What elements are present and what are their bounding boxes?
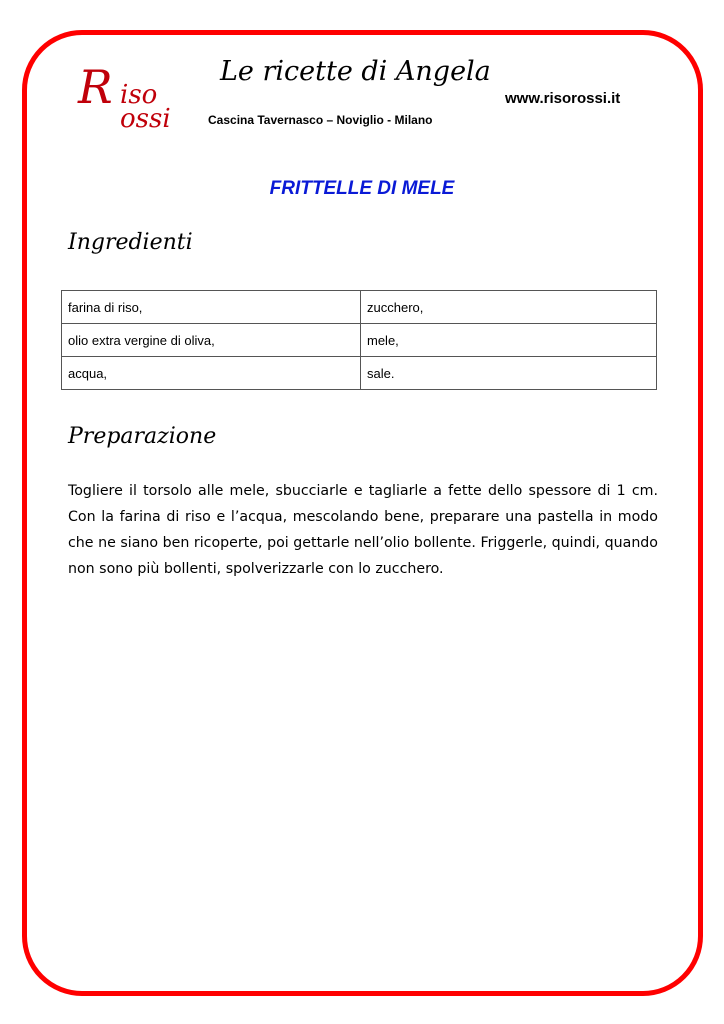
farm-address: Cascina Tavernasco – Noviglio - Milano bbox=[208, 113, 433, 127]
site-title: Le ricette di Angela bbox=[220, 56, 491, 87]
ingredient-cell: acqua, bbox=[62, 357, 361, 390]
table-row bbox=[62, 291, 657, 324]
ingredients-table bbox=[61, 290, 657, 390]
ingredient-cell: sale. bbox=[361, 357, 657, 390]
riso-rossi-logo bbox=[78, 60, 188, 134]
table-row bbox=[62, 357, 657, 390]
website-link[interactable]: www.risorossi.it bbox=[505, 90, 621, 107]
ingredient-cell: mele, bbox=[361, 324, 657, 357]
logo-letter-r: R bbox=[78, 60, 113, 114]
table-row bbox=[62, 324, 657, 357]
ingredient-cell: zucchero, bbox=[361, 291, 657, 324]
recipe-title: FRITTELLE DI MELE bbox=[269, 178, 455, 199]
ingredient-cell: olio extra vergine di oliva, bbox=[62, 324, 361, 357]
ingredients-heading: Ingredienti bbox=[68, 230, 193, 255]
preparation-heading: Preparazione bbox=[68, 424, 217, 449]
logo-text-iso: iso bbox=[120, 80, 158, 110]
preparation-text: Togliere il torsolo alle mele, sbucciarle e tagliarle a fette dello spessore di 1 cm. Con la farina di riso e l’acqua, mescolando bene, preparare una pastella in modo che ne siano ben ricoperte, poi gettarle nell’olio bollente. Friggerle, quindi, quando non sono più bollenti, spolverizzarle con lo zucchero. bbox=[68, 483, 658, 577]
ingredient-cell: farina di riso, bbox=[62, 291, 361, 324]
logo-text-ossi: ossi bbox=[120, 104, 171, 134]
